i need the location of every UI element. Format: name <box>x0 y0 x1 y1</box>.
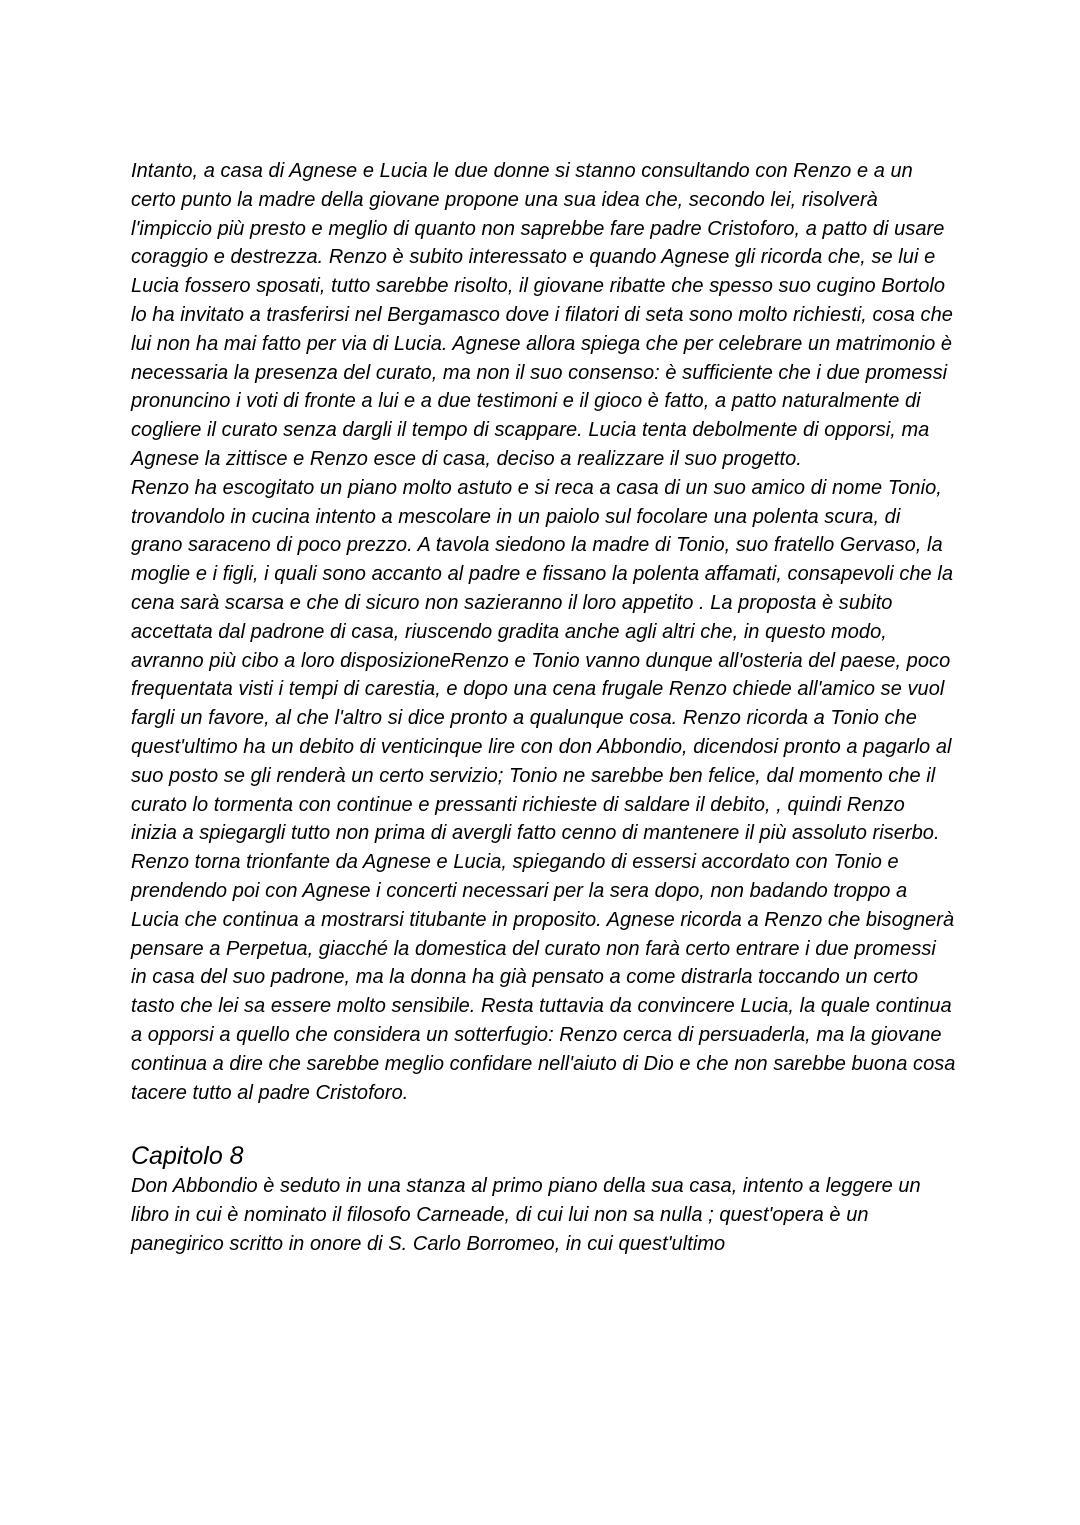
paragraph-renzo-tonio: Renzo ha escogitato un piano molto astuto e si reca a casa di un suo amico di nome Tonio, trovandolo in cucina intento a mescolare in un paiolo sul focolare una polenta scura, di grano saraceno di poco prezzo. A tavola siedono la madre di Tonio, suo fratello Gervaso, la moglie e i figli, i quali sono accanto al padre e fissano la polenta affamati, consapevoli che la cena sarà scarsa e che di sicuro non sazieranno il loro appetito . La proposta è subito accettata dal padrone di casa, riuscendo gradita anche agli altri che, in questo modo, avranno più cibo a loro disposizioneRenzo e Tonio vanno dunque all'osteria del paese, poco frequentata visti i tempi di carestia, e dopo una cena frugale Renzo chiede all'amico se vuol fargli un favore, al che l'altro si dice pronto a qualunque cosa. Renzo ricorda a Tonio che quest'ultimo ha un debito di venticinque lire con don Abbondio, dicendosi pronto a pagarlo al suo posto se gli renderà un certo servizio; Tonio ne sarebbe ben felice, dal momento che il curato lo tormenta con continue e pressanti richieste di saldare il debito, , quindi Renzo inizia a spiegargli tutto non prima di avergli fatto cenno di mantenere il più assoluto riserbo. <box>131 476 954 845</box>
document-body <box>131 157 956 1258</box>
chapter-heading: Capitolo 8 <box>131 1142 244 1171</box>
paragraph-agnese-idea: Intanto, a casa di Agnese e Lucia le due donne si stanno consultando con Renzo e a un certo punto la madre della giovane propone una sua idea che, secondo lei, risolverà l'impiccio più presto e meglio di quanto non saprebbe fare padre Cristoforo, a patto di usare coraggio e destrezza. Renzo è subito interessato e quando Agnese gli ricorda che, se lui e Lucia fossero sposati, tutto sarebbe risolto, il giovane ribatte che spesso suo cugino Bortolo lo ha invitato a trasferirsi nel Bergamasco dove i filatori di seta sono molto richiesti, cosa che lui non ha mai fatto per via di Lucia. Agnese allora spiega che per celebrare un matrimonio è necessaria la presenza del curato, ma non il suo consenso: è sufficiente che i due promessi pronuncino i voti di fronte a lui e a due testimoni e il gioco è fatto, a patto naturalmente di cogliere il curato senza dargli il tempo di scappare. Lucia tenta debolmente di opporsi, ma Agnese la zittisce e Renzo esce di casa, deciso a realizzare il suo progetto. <box>131 160 953 470</box>
paragraph-spacer <box>131 1107 956 1136</box>
paragraph-renzo-returns: Renzo torna trionfante da Agnese e Lucia, spiegando di essersi accordato con Tonio e prendendo poi con Agnese i concerti necessari per la sera dopo, non badando troppo a Lucia che continua a mostrarsi titubante in proposito. Agnese ricorda a Renzo che bisognerà pensare a Perpetua, giacché la domestica del curato non farà certo entrare i due promessi in casa del suo padrone, ma la donna ha già pensato a come distrarla toccando un certo tasto che lei sa essere molto sensibile. Resta tuttavia da convincere Lucia, la quale continua a opporsi a quello che considera un sotterfugio: Renzo cerca di persuaderla, ma la giovane continua a dire che sarebbe meglio confidare nell'aiuto di Dio e che non sarebbe buona cosa tacere tutto al padre Cristoforo. <box>131 851 956 1104</box>
paragraph-chapter-8: Don Abbondio è seduto in una stanza al primo piano della sua casa, intento a leggere un libro in cui è nominato il filosofo Carneade, di cui lui non sa nulla ; quest'opera è un panegirico scritto in onore di S. Carlo Borromeo, in cui quest'ultimo <box>131 1175 921 1255</box>
